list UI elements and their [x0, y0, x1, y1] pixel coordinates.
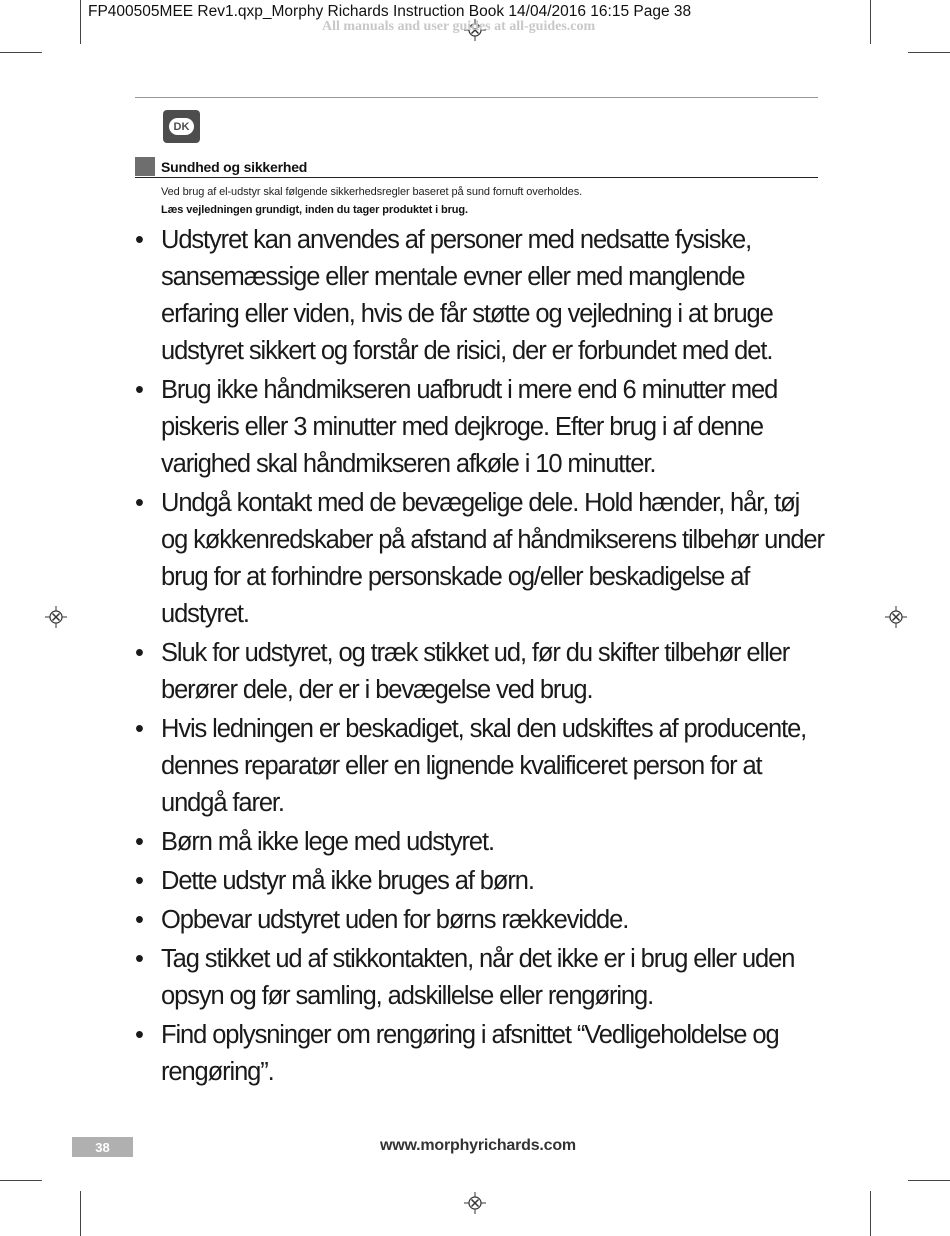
intro-bold-text: Læs vejledningen grundigt, inden du tager produktet i brug. — [161, 204, 468, 216]
header-rule — [135, 97, 818, 98]
crop-mark — [80, 0, 81, 44]
safety-list — [135, 222, 825, 1093]
crop-mark — [908, 52, 950, 53]
website-url: www.morphyrichards.com — [380, 1137, 576, 1154]
print-slug: FP400505MEE Rev1.qxp_Morphy Richards Instruction Book 14/04/2016 16:15 Page 38 — [88, 3, 692, 20]
intro-text: Ved brug af el-udstyr skal følgende sikkerhedsregler baseret på sund fornuft overholdes. — [161, 186, 583, 198]
language-badge-label: DK — [169, 118, 194, 135]
watermark: All manuals and user guides at all-guides.com — [322, 19, 596, 34]
crop-mark — [908, 1180, 950, 1181]
list-item: • Undgå kontakt med de bevægelige dele. Hold hænder, hår, tøj og køkkenredskaber på afstand af håndmikserens tilbehør under brug for at forhindre personskade og/eller beskadigelse af udstyret. — [135, 485, 825, 633]
section-title: Sundhed og sikkerhed — [161, 159, 308, 175]
crop-mark — [0, 52, 42, 53]
list-item: • Hvis ledningen er beskadiget, skal den udskiftes af producente, dennes reparatør eller en lignende kvalificeret person for at undgå farer. — [135, 711, 825, 822]
registration-mark-icon — [885, 606, 907, 628]
list-item: • Udstyret kan anvendes af personer med nedsatte fysiske, sansemæssige eller mentale evner eller med manglende erfaring eller viden, hvis de får støtte og vejledning i at bruge udstyret sikkert og forstår de risici, der er forbundet med det. — [135, 222, 825, 370]
section-header — [135, 157, 818, 178]
list-item: • Børn må ikke lege med udstyret. — [135, 824, 825, 861]
section-marker — [135, 157, 155, 176]
crop-mark — [870, 1191, 871, 1236]
crop-mark — [0, 1180, 42, 1181]
registration-mark-icon — [45, 606, 67, 628]
list-item: • Find oplysninger om rengøring i afsnittet “Vedligeholdelse og rengøring”. — [135, 1017, 825, 1091]
list-item: • Sluk for udstyret, og træk stikket ud, før du skifter tilbehør eller berører dele, der er i bevægelse ved brug. — [135, 635, 825, 709]
crop-mark — [80, 1191, 81, 1236]
list-item: • Dette udstyr må ikke bruges af børn. — [135, 863, 825, 900]
page-number: 38 — [72, 1137, 133, 1157]
list-item: • Opbevar udstyret uden for børns rækkevidde. — [135, 902, 825, 939]
list-item: • Tag stikket ud af stikkontakten, når det ikke er i brug eller uden opsyn og før samling, adskillelse eller rengøring. — [135, 941, 825, 1015]
crop-mark — [870, 0, 871, 44]
language-badge — [163, 110, 200, 143]
registration-mark-icon — [464, 1192, 486, 1214]
list-item: • Brug ikke håndmikseren uafbrudt i mere end 6 minutter med piskeris eller 3 minutter med dejkroge. Efter brug i af denne varighed skal håndmikseren afkøle i 10 minutter. — [135, 372, 825, 483]
